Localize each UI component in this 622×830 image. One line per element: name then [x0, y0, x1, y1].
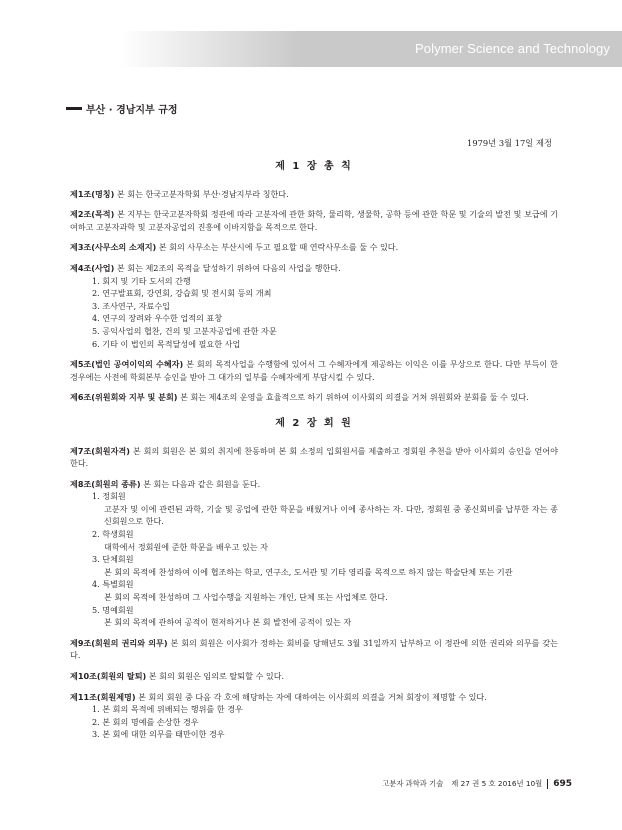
- list-item: 3. 조사연구, 자료수입: [92, 300, 170, 311]
- item-body: 본 회의 목적에 찬성하여 이에 협조하는 학교, 연구소, 도서관 및 기타 영리를 목적으로 하지 않는 학술단체 또는 기관: [104, 566, 513, 577]
- article-text: 본 회의 목적사업을 수행함에 있어서 그 수혜자에게 제공하는 이익은 이를 무상으로 한다. 다만 부득이 한 경우에는 사전에 학회본부 승인을 받아 그 대가의 일부를 수혜자에게 부담시킬 수 있다.: [70, 359, 558, 382]
- article-11: [70, 691, 558, 741]
- article-title: 제7조(회원자격): [70, 445, 130, 456]
- article-title: 제3조(사무소의 소재지): [70, 242, 157, 253]
- article-6: [70, 391, 558, 404]
- list-item: 2. 연구발표회, 강연회, 강습회 및 전시회 등의 개최: [92, 288, 272, 299]
- article-4-items: [70, 275, 558, 351]
- page-number: 695: [553, 779, 572, 789]
- list-item: [70, 578, 558, 603]
- item-body: 본 회의 목적에 찬성하며 그 사업수행을 지원하는 개인, 단체 또는 사업체로 한다.: [104, 592, 388, 603]
- article-11-items: [70, 703, 558, 741]
- list-item: 6. 기타 이 법인의 목적달성에 필요한 사업: [92, 338, 241, 349]
- list-item: 1. 회지 및 기타 도서의 간행: [92, 275, 191, 286]
- article-title: 제2조(목적): [70, 209, 115, 220]
- item-head: 1. 정회원: [92, 491, 126, 502]
- article-8-items: [70, 490, 558, 629]
- item-head: 3. 단체회원: [92, 554, 134, 565]
- article-5: [70, 358, 558, 383]
- article-text: 본 지부는 한국고분자학회 정관에 따라 고분자에 관한 화학, 물리학, 생물학, 공학 등에 관한 학문 및 기술의 발전 및 보급에 기여하고 고분자과학 및 고분자공업의 진흥에 이바지함을 목적으로 한다.: [70, 209, 558, 232]
- list-item: 2. 본 회의 명예를 손상한 경우: [92, 716, 199, 727]
- list-item: [70, 553, 558, 578]
- article-title: 제8조(회원의 종류): [70, 478, 141, 489]
- established-date: 1979년 3월 17일 제정: [467, 138, 552, 148]
- footer-journal: 고분자 과학과 기술: [382, 779, 444, 788]
- list-item: 5. 공익사업의 협찬, 건의 및 고분자공업에 관한 자문: [92, 325, 277, 336]
- article-3: [70, 241, 558, 254]
- article-2: [70, 208, 558, 233]
- list-item: [70, 604, 558, 629]
- article-text: 본 회의 회원 중 다음 각 호에 해당하는 자에 대하여는 이사회의 의결을 거쳐 회장이 제명할 수 있다.: [135, 691, 487, 702]
- article-8: [70, 478, 558, 629]
- list-item: [70, 490, 558, 528]
- article-text: 본 회의 사무소는 부산시에 두고 필요할 때 연락사무소를 둘 수 있다.: [156, 242, 399, 253]
- item-body: 본 회의 목적에 관하여 공적이 현저하거나 본 회 발전에 공적이 있는 자: [104, 617, 352, 628]
- dash-icon: [66, 107, 82, 110]
- journal-header-title: Polymer Science and Technology: [415, 41, 610, 56]
- article-10: [70, 670, 558, 683]
- article-7: [70, 445, 558, 470]
- footer-issue: 제 27 권 5 호 2016년 10월: [451, 779, 543, 788]
- document-body: [70, 161, 558, 749]
- article-text: 본 회는 제2조의 목적을 달성하기 위하여 다음의 사업을 행한다.: [114, 262, 341, 273]
- article-1: [70, 188, 558, 201]
- article-text: 본 회의 회원은 임의로 탈퇴할 수 있다.: [146, 671, 285, 681]
- item-body: 대학에서 정회원에 준한 학문을 배우고 있는 자: [104, 541, 268, 552]
- article-title: 제11조(회원제명): [70, 691, 136, 702]
- item-head: 4. 특별회원: [92, 579, 134, 590]
- chapter-2-title: 제 2 장 회 원: [275, 417, 353, 429]
- article-text: 본 회는 한국고분자학회 부산·경남지부라 칭한다.: [114, 188, 289, 199]
- article-title: 제9조(회원의 권리와 의무): [70, 637, 168, 648]
- article-text: 본 회의 회원은 본 회의 취지에 찬동하며 본 회 소정의 입회원서를 제출하고 정회원 추천을 받아 이사회의 승인을 얻어야 한다.: [70, 445, 558, 469]
- list-item: 3. 본 회에 대한 의무를 태만이한 경우: [92, 729, 225, 740]
- section-label: [66, 101, 178, 116]
- article-text: 본 회는 제4조의 운영을 효율적으로 하기 위하여 이사회의 의결을 거쳐 위원회와 분회를 둘 수 있다.: [177, 392, 529, 403]
- item-head: 2. 학생회원: [92, 529, 134, 540]
- article-9: [70, 637, 558, 662]
- article-title: 제6조(위원회와 지부 및 분회): [70, 392, 178, 403]
- article-title: 제10조(회원의 탈퇴): [70, 671, 147, 681]
- article-text: 본 회의 회원은 이사회가 정하는 회비를 당해년도 3월 31일까지 납부하고 이 정관에 의한 권리와 의무를 갖는다.: [70, 637, 559, 661]
- chapter-1-title: 제 1 장 총 칙: [275, 161, 353, 172]
- article-title: 제1조(명칭): [70, 188, 115, 199]
- article-title: 제5조(법인 공여이익의 수혜자): [70, 359, 184, 370]
- article-4: [70, 262, 558, 350]
- page-footer: [382, 779, 572, 789]
- article-text: 본 회는 다음과 같은 회원을 둔다.: [140, 478, 261, 489]
- list-item: 4. 연구의 장려와 우수한 업적의 표창: [92, 313, 223, 324]
- item-body: 고분자 및 이에 관련된 과학, 기술 및 공업에 관한 학문을 배웠거나 이에 종사하는 자. 다만, 정회원 중 종신회비를 납부한 자는 종신회원으로 한다.: [104, 503, 558, 527]
- item-head: 5. 명예회원: [92, 604, 134, 615]
- section-label-text: 부산 · 경남지부 규정: [86, 105, 178, 116]
- footer-divider: [547, 779, 548, 789]
- list-item: 1. 본 회의 목적에 위배되는 행위를 한 경우: [92, 704, 243, 715]
- article-title: 제4조(사업): [70, 262, 115, 273]
- list-item: [70, 528, 558, 553]
